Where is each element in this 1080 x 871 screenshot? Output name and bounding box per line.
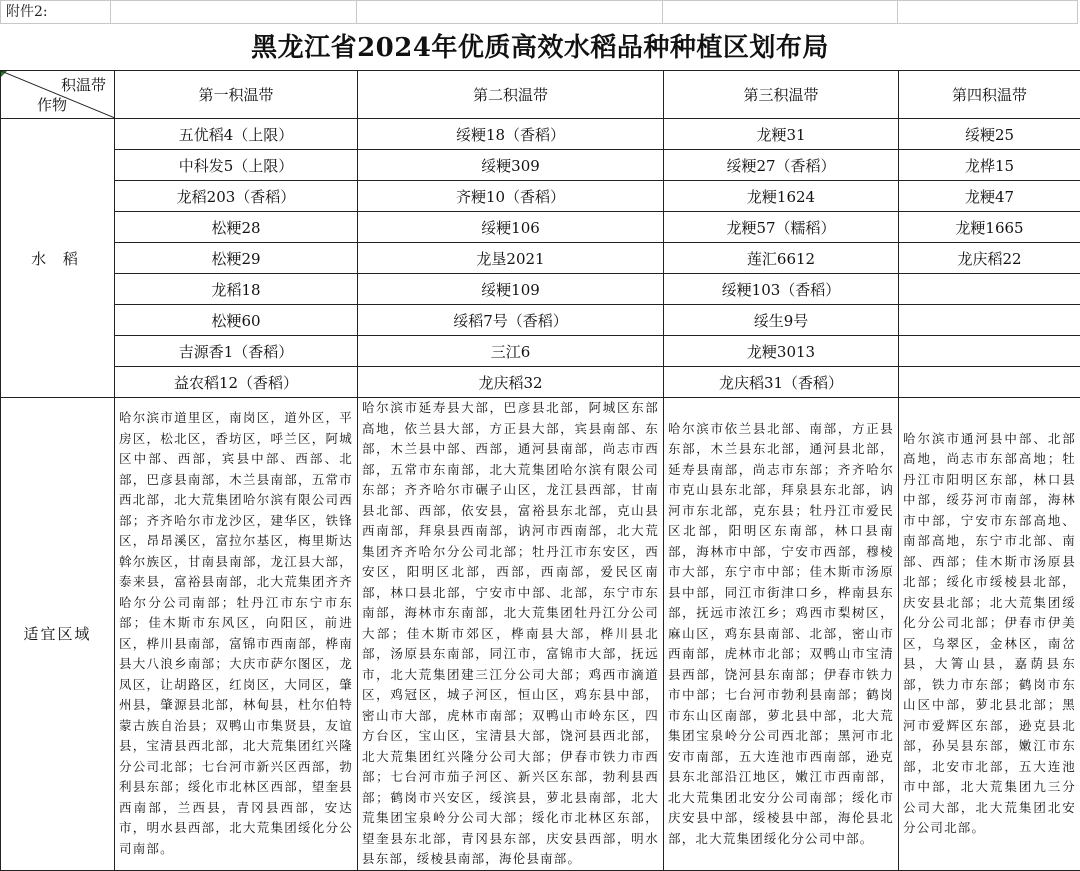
variety-row (1, 367, 1080, 398)
zone-header-2: 第二积温带 (358, 71, 664, 119)
variety-cell: 松粳28 (115, 212, 358, 243)
variety-cell: 龙粳47 (899, 181, 1080, 212)
region-text: 哈尔滨市延寿县大部，巴彦县北部，阿城区东部高地，依兰县大部，方正县大部，宾县南部、东部，木兰县中部、西部，通河县南部，尚志市西部，五常市东南部，北大荒集团哈尔滨有限公司东部；齐齐哈尔市碾子山区，龙江县西部，甘南县北部、西部，依安县，富裕县东北部，克山县西南部，拜泉县西南部，讷河市西南部，北大荒集团齐齐哈尔分公司北部；牡丹江市东安区，西安区，阳明区北部，西部，西南部，爱民区南部，林口县北部，宁安市中部、北部，东宁市东南部，海林市东南部，北大荒集团牡丹江分公司大部；佳木斯市郊区，桦南县大部，桦川县北部，汤原县东南部，同江市，富锦市大部，抚远市，北大荒集团建三江分公司大部；鸡西市滴道区，鸡冠区，城子河区，恒山区，鸡东县中部，密山市大部，虎林市南部；双鸭山市岭东区，四方台区，宝山区，宝清县大部，饶河县西北部，北大荒集团红兴隆分公司大部；伊春市铁力市西部；七台河市茄子河区、新兴区东部，勃利县西部；鹤岗市兴安区，绥滨县，萝北县南部，北大荒集团宝泉岭分公司大部；绥化市北林区东部，望奎县东北部，青冈县东部，庆安县西部，明水县东部，绥棱县南部，海伦县南部。 (362, 398, 659, 870)
variety-cell: 齐粳10（香稻） (358, 181, 664, 212)
region-text: 哈尔滨市通河县中部、北部高地，尚志市东部高地；牡丹江市阳明区东部，林口县中部，绥芬河市南部，海林市中部，宁安市东部高地、南部高地，东宁市北部、南部、西部；佳木斯市汤原县北部；绥化市绥棱县北部，庆安县北部；北大荒集团绥化分公司北部；伊春市伊美区，乌翠区，金林区，南岔县，大箐山县，嘉荫县东部，铁力市东部；鹤岗市东山区中部，萝北县北部；黑河市爱辉区东部，逊克县北部，孙吴县东部，嫩江市东部，北安市北部，五大连池市中部，北大荒集团九三分公司大部，北大荒集团北安分公司北部。 (903, 429, 1076, 839)
region-text: 哈尔滨市道里区，南岗区，道外区，平房区，松北区，香坊区，呼兰区，阿城区中部、西部，宾县中部、西部、北部，巴彦县南部，木兰县南部，五常市西北部，北大荒集团哈尔滨有限公司西部；齐齐哈尔市龙沙区，建华区，铁锋区，昂昂溪区，富拉尔基区，梅里斯达斡尔族区，甘南县南部，龙江县大部，泰来县，富裕县南部，北大荒集团齐齐哈尔分公司南部；牡丹江市东宁市东部；佳木斯市东风区，向阳区，前进区，桦川县南部，富锦市西南部，桦南县大八浪乡南部；大庆市萨尔图区，龙凤区，让胡路区，红岗区，大同区，肇州县，肇源县北部，林甸县，杜尔伯特蒙古族自治县；双鸭山市集贤县，友谊县，宝清县西北部，北大荒集团红兴隆分公司北部；七台河市新兴区西部，勃利县东部；绥化市北林区西部，望奎县西南部，兰西县，青冈县西部，安达市，明水县西部，北大荒集团绥化分公司南部。 (119, 408, 353, 859)
variety-cell: 龙庆稻22 (899, 243, 1080, 274)
variety-row (1, 150, 1080, 181)
variety-cell: 绥粳27（香稻） (664, 150, 899, 181)
variety-cell: 绥粳309 (358, 150, 664, 181)
region-row (1, 398, 1080, 871)
variety-zoning-table (0, 70, 1080, 871)
variety-cell: 绥粳25 (899, 119, 1080, 150)
variety-row (1, 243, 1080, 274)
attachment-label: 附件2: (6, 4, 48, 20)
variety-cell: 绥粳106 (358, 212, 664, 243)
variety-cell: 龙粳3013 (664, 336, 899, 367)
variety-cell: 三江6 (358, 336, 664, 367)
variety-row (1, 274, 1080, 305)
gridline (897, 0, 898, 24)
gridline (662, 0, 663, 24)
crop-label-cell: 水 稻 (1, 119, 115, 398)
gridline (356, 0, 357, 24)
variety-cell: 龙粳1665 (899, 212, 1080, 243)
region-text-zone-4 (899, 398, 1080, 871)
gridline (110, 0, 111, 24)
variety-cell: 绥生9号 (664, 305, 899, 336)
variety-row (1, 119, 1080, 150)
variety-row (1, 212, 1080, 243)
variety-cell (899, 367, 1080, 398)
attachment-header-row (0, 0, 1078, 24)
variety-cell: 龙粳1624 (664, 181, 899, 212)
variety-cell (899, 274, 1080, 305)
page-title: 黑龙江省2024年优质高效水稻品种种植区划布局 (0, 24, 1080, 70)
variety-row (1, 305, 1080, 336)
region-text-zone-1 (115, 398, 358, 871)
variety-cell: 绥粳103（香稻） (664, 274, 899, 305)
region-label-cell: 适宜区域 (1, 398, 115, 871)
variety-cell: 松粳60 (115, 305, 358, 336)
variety-cell: 龙稻18 (115, 274, 358, 305)
zone-header-1: 第一积温带 (115, 71, 358, 119)
variety-cell: 绥粳109 (358, 274, 664, 305)
region-text-zone-3 (664, 398, 899, 871)
variety-cell: 绥粳18（香稻） (358, 119, 664, 150)
variety-cell: 莲汇6612 (664, 243, 899, 274)
variety-cell: 龙桦15 (899, 150, 1080, 181)
variety-cell: 益农稻12（香稻） (115, 367, 358, 398)
variety-cell (899, 305, 1080, 336)
variety-cell (899, 336, 1080, 367)
zone-header-4: 第四积温带 (899, 71, 1080, 119)
variety-row (1, 181, 1080, 212)
region-text-zone-2 (358, 398, 664, 871)
variety-cell: 松粳29 (115, 243, 358, 274)
variety-cell: 吉源香1（香稻） (115, 336, 358, 367)
corner-label-zone: 积温带 (61, 74, 106, 95)
variety-cell: 龙庆稻31（香稻） (664, 367, 899, 398)
variety-row (1, 336, 1080, 367)
variety-cell: 龙粳57（糯稻） (664, 212, 899, 243)
corner-label-crop: 作物 (37, 94, 67, 115)
region-text: 哈尔滨市依兰县北部、南部，方正县东部，木兰县东北部，通河县北部，延寿县南部，尚志市东部；齐齐哈尔市克山县东北部，拜泉县东北部，讷河市东北部，克东县；牡丹江市爱民区北部，阳明区东南部，林口县南部，海林市中部，宁安市西部，穆棱市大部，东宁市中部；佳木斯市汤原县中部，同江市街津口乡，桦南县东部，抚远市浓江乡；鸡西市梨树区，麻山区，鸡东县南部、北部，密山市西南部，虎林市北部；双鸭山市宝清县西部，饶河县东南部；伊春市铁力市中部；七台河市勃利县南部；鹤岗市东山区南部，萝北县中部，北大荒集团宝泉岭分公司西北部；黑河市北安市南部，五大连池市西南部，逊克县东北部沿江地区，嫩江市西南部，北大荒集团北安分公司南部；绥化市庆安县中部，绥棱县中部，海伦县北部，北大荒集团绥化分公司中部。 (668, 419, 894, 850)
variety-cell: 中科发5（上限） (115, 150, 358, 181)
variety-cell: 五优稻4（上限） (115, 119, 358, 150)
header-row (1, 71, 1080, 119)
zone-header-3: 第三积温带 (664, 71, 899, 119)
variety-cell: 龙垦2021 (358, 243, 664, 274)
corner-header-cell (1, 71, 115, 119)
variety-cell: 龙粳31 (664, 119, 899, 150)
variety-cell: 龙稻203（香稻） (115, 181, 358, 212)
variety-cell: 龙庆稻32 (358, 367, 664, 398)
variety-cell: 绥稻7号（香稻） (358, 305, 664, 336)
